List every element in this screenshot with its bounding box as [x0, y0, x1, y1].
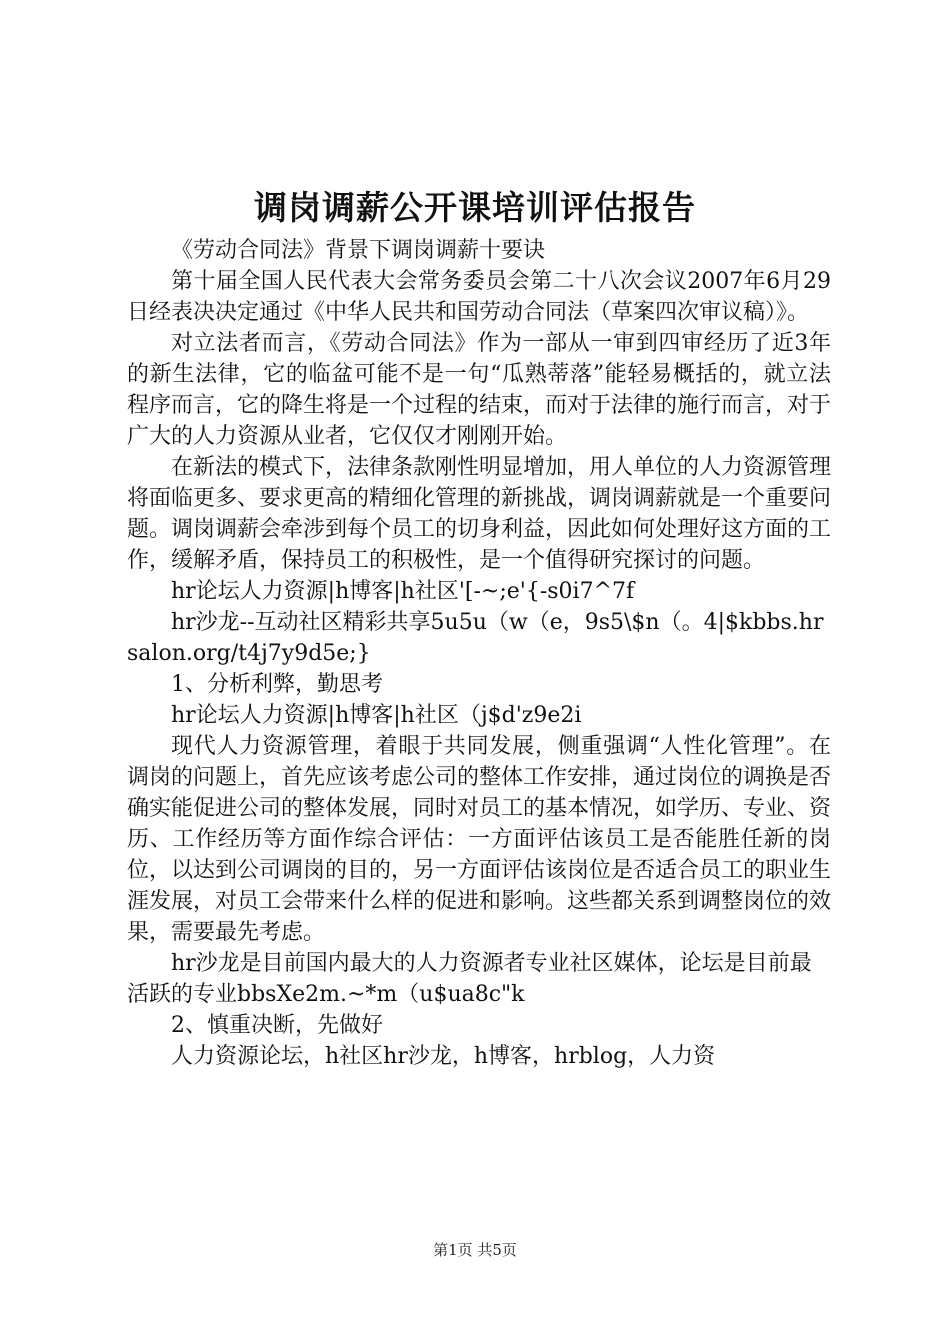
paragraph: 第十届全国人民代表大会常务委员会第二十八次会议2007年6月29日经表决决定通过《中华人民共和国劳动合同法（草案四次审议稿）》。 — [127, 269, 831, 325]
paragraph: 对立法者而言，《劳动合同法》作为一部从一审到四审经历了近3年的新生法律，它的临盆可能不是一句“瓜熟蒂落”能轻易概括的，就立法程序而言，它的降生将是一个过程的结束，而对于法律的施行而言，对于广大的人力资源从业者，它仅仅才刚刚开始。 — [127, 331, 832, 449]
document-body — [127, 235, 831, 1072]
paragraph: 《劳动合同法》背景下调岗调薪十要诀 — [171, 238, 546, 263]
page-footer: 第1页 共5页 — [433, 1241, 517, 1259]
paragraph: hr沙龙是目前国内最大的人力资源者专业社区媒体，论坛是目前最活跃的专业bbsXe2m.~*m（u$ua8c"k — [127, 951, 812, 1007]
paragraph: hr论坛人力资源|h博客|h社区（j$d'z9e2i — [171, 703, 582, 728]
paragraph: hr论坛人力资源|h博客|h社区'[-~;e'{-s0i7^7f — [171, 579, 635, 604]
paragraph: 在新法的模式下，法律条款刚性明显增加，用人单位的人力资源管理将面临更多、要求更高的精细化管理的新挑战，调岗调薪就是一个重要问题。调岗调薪会牵涉到每个员工的切身利益，因此如何处理好这方面的工作，缓解矛盾，保持员工的积极性，是一个值得研究探讨的问题。 — [127, 455, 832, 573]
paragraph: 1、分析利弊，勤思考 — [171, 672, 383, 697]
paragraph: 现代人力资源管理，着眼于共同发展，侧重强调“人性化管理”。在调岗的问题上，首先应该考虑公司的整体工作安排，通过岗位的调换是否确实能促进公司的整体发展，同时对员工的基本情况，如学历、专业、资历、工作经历等方面作综合评估：一方面评估该员工是否能胜任新的岗位，以达到公司调岗的目的，另一方面评估该岗位是否适合员工的职业生涯发展，对员工会带来什么样的促进和影响。这些都关系到调整岗位的效果，需要最先考虑。 — [127, 734, 832, 945]
document-title: 调岗调薪公开课培训评估报告 — [254, 188, 696, 227]
paragraph: hr沙龙--互动社区精彩共享5u5u（w（e，9s5\$n（。4|$kbbs.hrsalon.org/t4j7y9d5e;} — [127, 610, 824, 666]
paragraph: 人力资源论坛，h社区hr沙龙，h博客，hrblog，人力资 — [171, 1044, 716, 1069]
paragraph: 2、慎重决断，先做好 — [171, 1013, 383, 1038]
